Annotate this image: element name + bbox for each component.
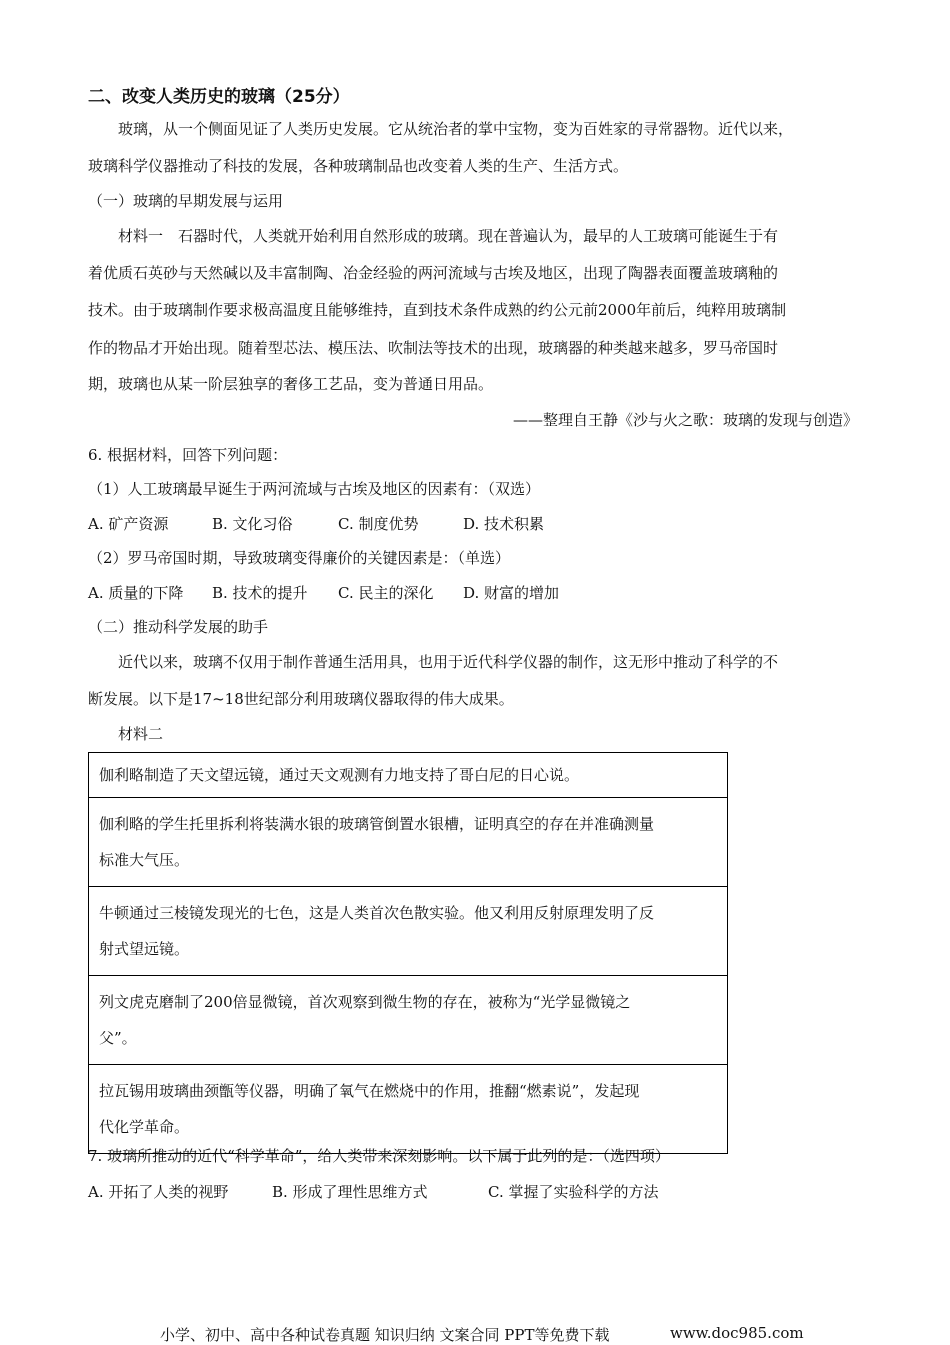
material1-line-3: 技术。由于玻璃制作要求极高温度且能够维持，直到技术条件成熟的约公元前2000年前后，纯粹用玻璃制 (88, 301, 787, 319)
table-row (89, 887, 728, 976)
material1-source: ——整理自王静《沙与火之歌：玻璃的发现与创造》 (512, 411, 858, 429)
cell-line: 伽利略的学生托里拆利将装满水银的玻璃管倒置水银槽，证明真空的存在并准确测量 (99, 815, 655, 833)
part2-heading: （二）推动科学发展的助手 (88, 618, 269, 636)
footer-site-link[interactable]: www.doc985.com (670, 1324, 804, 1342)
section-title: 二、改变人类历史的玻璃（25分） (88, 87, 350, 107)
q6-sub2-option-d: D. 财富的增加 (463, 584, 560, 602)
table-cell (89, 798, 728, 887)
q6-sub2: （2）罗马帝国时期，导致玻璃变得廉价的关键因素是：（单选） (88, 549, 511, 567)
cell-line: 标准大气压。 (99, 851, 190, 869)
material1-line-1: 材料一 石器时代，人类就开始利用自然形成的玻璃。现在普遍认为，最早的人工玻璃可能诞生于有 (118, 227, 779, 245)
footer-text: 小学、初中、高中各种试卷真题 知识归纳 文案合同 PPT等免费下载 (160, 1326, 610, 1344)
intro-line-2: 玻璃科学仪器推动了科技的发展，各种玻璃制品也改变着人类的生产、生活方式。 (88, 157, 629, 175)
q6-sub1-option-d: D. 技术积累 (463, 515, 545, 533)
intro-line-1: 玻璃，从一个侧面见证了人类历史发展。它从统治者的掌中宝物，变为百姓家的寻常器物。近代以来， (118, 120, 794, 138)
cell-line: 拉瓦锡用玻璃曲颈甑等仪器，明确了氧气在燃烧中的作用，推翻“燃素说”，发起现 (99, 1082, 640, 1100)
q6-sub1-option-a: A. 矿产资源 (88, 515, 169, 533)
q6-sub2-option-b: B. 技术的提升 (212, 584, 308, 602)
cell-line: 父”。 (99, 1029, 137, 1047)
table-row (89, 1065, 728, 1154)
q7-stem: 7. 玻璃所推动的近代“科学革命”，给人类带来深刻影响。以下属于此列的是：（选四项） (88, 1147, 670, 1165)
material2-table (88, 752, 728, 1154)
material1-line-4: 作的物品才开始出现。随着型芯法、模压法、吹制法等技术的出现，玻璃器的种类越来越多，罗马帝国时 (88, 339, 779, 357)
part2-intro-line-2: 断发展。以下是17~18世纪部分利用玻璃仪器取得的伟大成果。 (88, 690, 514, 708)
table-cell (89, 1065, 728, 1154)
part2-intro-line-1: 近代以来，玻璃不仅用于制作普通生活用具，也用于近代科学仪器的制作，这无形中推动了科学的不 (118, 653, 779, 671)
q6-stem: 6. 根据材料，回答下列问题： (88, 446, 288, 464)
cell-line: 伽利略制造了天文望远镜，通过天文观测有力地支持了哥白尼的日心说。 (99, 766, 580, 784)
q7-option-c: C. 掌握了实验科学的方法 (488, 1183, 659, 1201)
q6-sub1: （1）人工玻璃最早诞生于两河流域与古埃及地区的因素有：（双选） (88, 480, 541, 498)
material1-line-5: 期，玻璃也从某一阶层独享的奢侈工艺品，变为普通日用品。 (88, 375, 494, 393)
cell-line: 牛顿通过三棱镜发现光的七色，这是人类首次色散实验。他又利用反射原理发明了反 (99, 904, 655, 922)
table-cell (89, 976, 728, 1065)
table-cell (89, 887, 728, 976)
cell-line: 射式望远镜。 (99, 940, 190, 958)
q6-sub1-option-b: B. 文化习俗 (212, 515, 293, 533)
material2-label: 材料二 (118, 725, 164, 743)
cell-line: 列文虎克磨制了200倍显微镜，首次观察到微生物的存在，被称为“光学显微镜之 (99, 993, 631, 1011)
table-cell (89, 753, 728, 798)
table-row (89, 798, 728, 887)
q6-sub2-option-a: A. 质量的下降 (88, 584, 184, 602)
q6-sub1-option-c: C. 制度优势 (338, 515, 419, 533)
material1-line-2: 着优质石英砂与天然碱以及丰富制陶、冶金经验的两河流域与古埃及地区，出现了陶器表面覆盖玻璃釉的 (88, 264, 779, 282)
part1-heading: （一）玻璃的早期发展与运用 (88, 192, 284, 210)
table-row (89, 753, 728, 798)
cell-line: 代化学革命。 (99, 1118, 190, 1136)
q6-sub2-option-c: C. 民主的深化 (338, 584, 434, 602)
q7-option-b: B. 形成了理性思维方式 (272, 1183, 428, 1201)
q7-option-a: A. 开拓了人类的视野 (88, 1183, 229, 1201)
table-row (89, 976, 728, 1065)
